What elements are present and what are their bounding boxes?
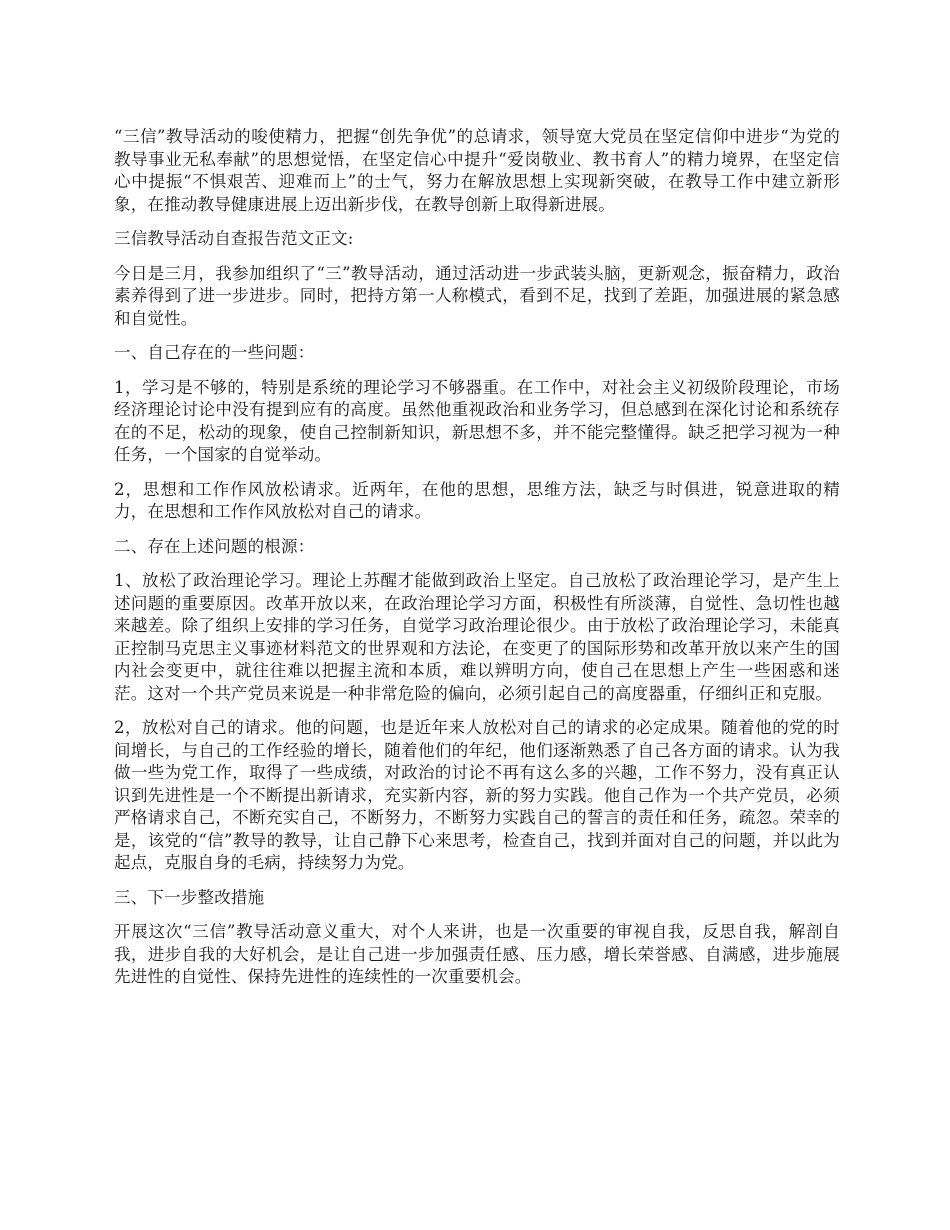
section-2-item-1: 1、放松了政治理论学习。理论上苏醒才能做到政治上坚定。自己放松了政治理论学习，是产生上述问题的重要原因。改革开放以来，在政治理论学习方面，积极性有所淡薄，自觉性、急切性也越来越差。除了组织上安排的学习任务，自觉学习政治理论很少。由于放松了政治理论学习，未能真正控制马克思主义事迹材料范文的世界观和方法论，在变更了的国际形势和改革开放以来产生的国内社会变更中，就往往难以把握主流和本质，难以辨明方向，使自己在思想上产生一些困惑和迷茫。这对一个共产党员来说是一种非常危险的偏向，必须引起自己的高度器重，仔细纠正和克服。 xyxy=(114,571,840,703)
section-3-body: 开展这次“三信”教导活动意义重大，对个人来讲，也是一次重要的审视自我，反思自我，解剖自我，进步自我的大好机会，是让自己进一步加强责任感、压力感，增长荣誉感、自满感，进步施展先进性的自觉性、保持先进性的连续性的一次重要机会。 xyxy=(114,922,840,986)
intro-paragraph: “三信”教导活动的唆使精力，把握“创先争优”的总请求，领导宽大党员在坚定信仰中进步“为党的教导事业无私奉献”的思想觉悟，在坚定信心中提升“爱岗敬业、教书育人”的精力境界，在坚定信心中提振“不惧艰苦、迎难而上”的士气，努力在解放思想上实现新突破，在教导工作中建立新形象，在推动教导健康进展上迈出新步伐，在教导创新上取得新进展。 xyxy=(114,127,840,214)
section-1-heading: 一、自己存在的一些问题： xyxy=(114,343,315,362)
opening-paragraph: 今日是三月，我参加组织了“三”教导活动，通过活动进一步武装头脑，更新观念，振奋精力，政治素养得到了进一步进步。同时，把持方第一人称模式，看到不足，找到了差距，加强进展的紧急感和自觉性。 xyxy=(114,263,840,328)
section-2-heading: 二、存在上述问题的根源： xyxy=(114,536,315,556)
section-1-item-1: 1，学习是不够的，特别是系统的理论学习不够器重。在工作中，对社会主义初级阶段理论，市场经济理论讨论中没有提到应有的高度。虽然他重视政治和业务学习，但总感到在深化讨论和系统存在的不足，松动的现象，使自己控制新知识，新思想不多，并不能完整懂得。缺乏把学习视为一种任务，一个国家的自觉举动。 xyxy=(114,377,840,464)
document-title-line: 三信教导活动自查报告范文正文: xyxy=(114,229,354,248)
section-2-item-2: 2，放松对自己的请求。他的问题，也是近年来人放松对自己的请求的必定成果。随着他的党的时间增长，与自己的工作经验的增长，随着他们的年纪，他们逐渐熟悉了自己各方面的请求。认为我做一些为党工作，取得了一些成绩，对政治的讨论不再有这么多的兴趣，工作不努力，没有真正认识到先进性是一个不断提出新请求，充实新内容，新的努力实践。他自己作为一个共产党员，必须严格请求自己，不断充实自己，不断努力，不断努力实践自己的誓言的责任和任务，疏忽。荣幸的是，该党的“信”教导的教导，让自己静下心来思考，检查自己，找到并面对自己的问题，并以此为起点，克服自身的毛病，持续努力为党。 xyxy=(114,718,840,872)
document-page xyxy=(114,126,840,1001)
section-1-item-2: 2，思想和工作作风放松请求。近两年，在他的思想，思维方法，缺乏与时俱进，锐意进取的精力，在思想和工作作风放松对自己的请求。 xyxy=(114,479,840,521)
section-3-heading: 三、下一步整改措施 xyxy=(114,887,265,907)
